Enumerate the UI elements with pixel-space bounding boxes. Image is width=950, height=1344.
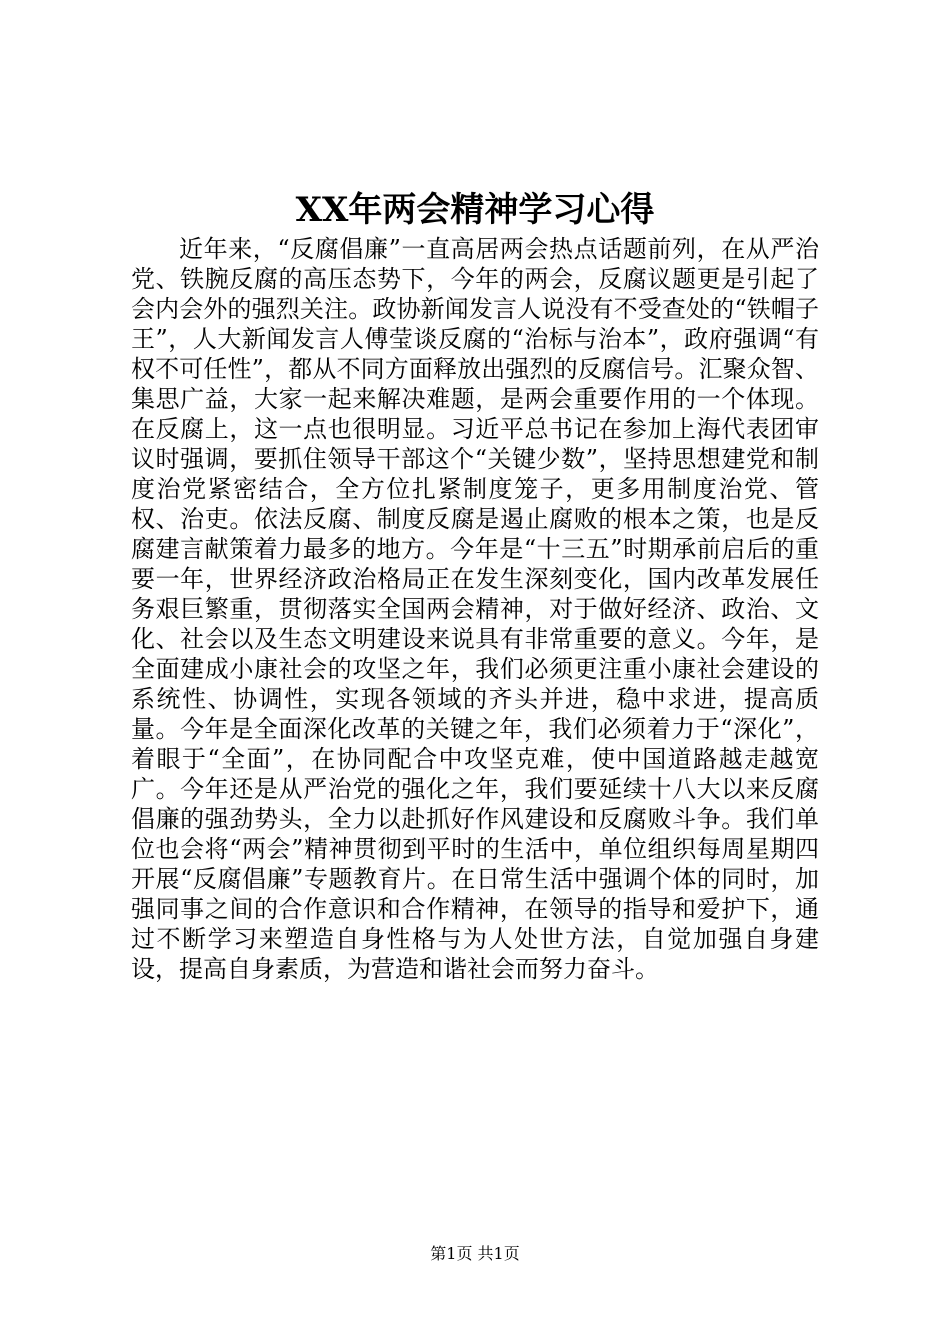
page-number-footer: 第1页 共1页 bbox=[430, 1244, 520, 1263]
document-body-paragraph: 近年来，“反腐倡廉”一直高居两会热点话题前列，在从严治党、铁腕反腐的高压态势下，今年的两会，反腐议题更是引起了会内会外的强烈关注。政协新闻发言人说没有不受查处的“铁帽子王”，人大新闻发言人傅莹谈反腐的“治标与治本”，政府强调“有权不可任性”，都从不同方面释放出强烈的反腐信号。汇聚众智、集思广益，大家一起来解决难题，是两会重要作用的一个体现。在反腐上，这一点也很明显。习近平总书记在参加上海代表团审议时强调，要抓住领导干部这个“关键少数”，坚持思想建党和制度治党紧密结合，全方位扎紧制度笼子，更多用制度治党、管权、治吏。依法反腐、制度反腐是遏止腐败的根本之策，也是反腐建言献策着力最多的地方。今年是“十三五”时期承前启后的重要一年，世界经济政治格局正在发生深刻变化，国内改革发展任务艰巨繁重，贯彻落实全国两会精神，对于做好经济、政治、文化、社会以及生态文明建设来说具有非常重要的意义。今年，是全面建成小康社会的攻坚之年，我们必须更注重小康社会建设的系统性、协调性，实现各领域的齐头并进，稳中求进，提高质量。今年是全面深化改革的关键之年，我们必须着力于“深化”，着眼于“全面”，在协同配合中攻坚克难，使中国道路越走越宽广。今年还是从严治党的强化之年，我们要延续十八大以来反腐倡廉的强劲势头，全力以赴抓好作风建设和反腐败斗争。我们单位也会将“两会”精神贯彻到平时的生活中，单位组织每周星期四开展“反腐倡廉”专题教育片。在日常生活中强调个体的同时，加强同事之间的合作意识和合作精神，在领导的指导和爱护下，通过不断学习来塑造自身性格与为人处世方法，自觉加强自身建设，提高自身素质，为营造和谐社会而努力奋斗。 bbox=[131, 235, 819, 983]
document-title: XX年两会精神学习心得 bbox=[295, 190, 655, 230]
